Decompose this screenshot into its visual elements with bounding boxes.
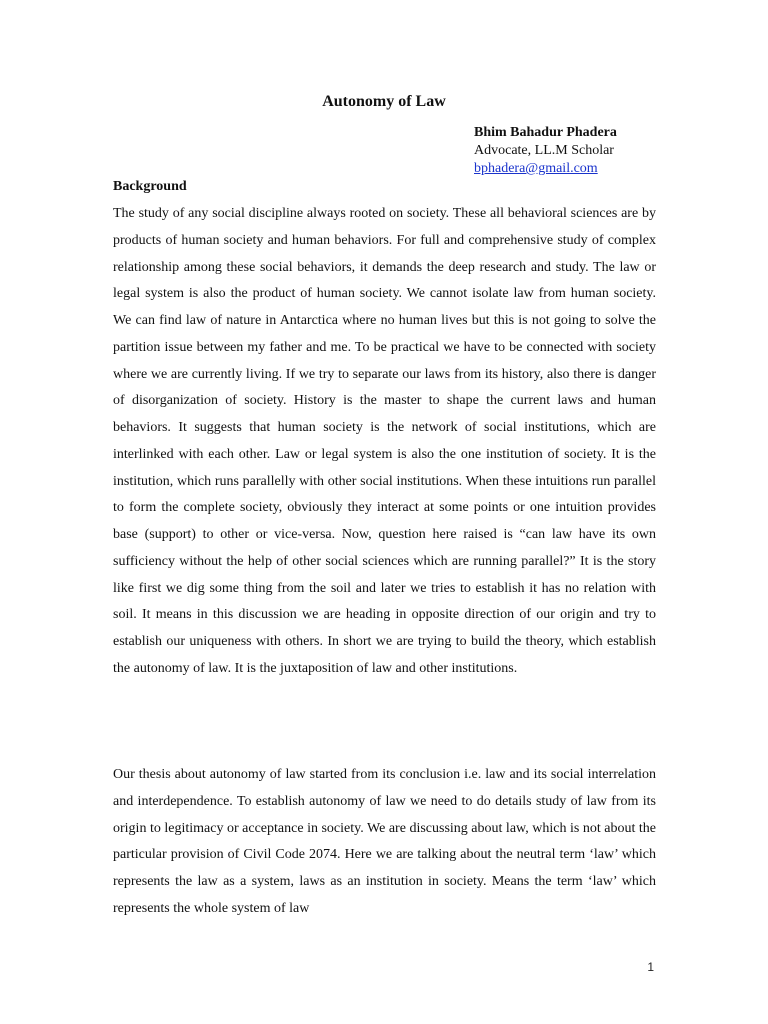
body-paragraph: The study of any social discipline always rooted on society. These all behavioral sciences are by products of human society and human behaviors. For full and comprehensive study of complex relationship among these social behaviors, it demands the deep research and study. The law or legal system is also the product of human society. We cannot isolate law from human society. We can find law of nature in Antarctica where no human lives but this is not going to solve the partition issue between my father and me. To be practical we have to be connected with society where we are currently living. If we try to separate our laws from its history, also there is danger of disorganization of society. History is the master to shape the current laws and human behaviors. It suggests that human society is the network of social institutions, which are interlinked with each other. Law or legal system is also the one institution of society. It is the institution, which runs parallelly with other social institutions. When these intuitions run parallel to form the complete society, obviously they interact at some points or one intuition provides base (support) to other or vice-versa. Now, question here raised is “can law have its own sufficiency without the help of other social sciences which are running parallel?” It is the story like first we dig some thing from the soil and later we tries to establish it has no relation with soil. It means in this discussion we are heading in opposite direction of our origin and try to establish our uniqueness with others. In short we are trying to build the theory, which establish the autonomy of law. It is the juxtaposition of law and other institutions. [113,206,656,676]
author-email-link[interactable]: bphadera@gmail.com [474,161,598,176]
page-number: 1 [647,960,654,974]
document-title: Autonomy of Law [322,93,446,110]
body-paragraph: Our thesis about autonomy of law started from its conclusion i.e. law and its social interrelation and interdependence. To establish autonomy of law we need to do details study of law from its origin to legitimacy or acceptance in society. We are discussing about law, which is not about the particular provision of Civil Code 2074. Here we are talking about the neutral term ‘law’ which represents the law as a system, laws as an institution in society. Means the term ‘law’ which represents the whole system of law [113,767,656,916]
author-name: Bhim Bahadur Phadera [474,125,617,140]
section-heading: Background [113,179,187,194]
author-role: Advocate, LL.M Scholar [474,143,614,158]
author-block [474,124,617,178]
